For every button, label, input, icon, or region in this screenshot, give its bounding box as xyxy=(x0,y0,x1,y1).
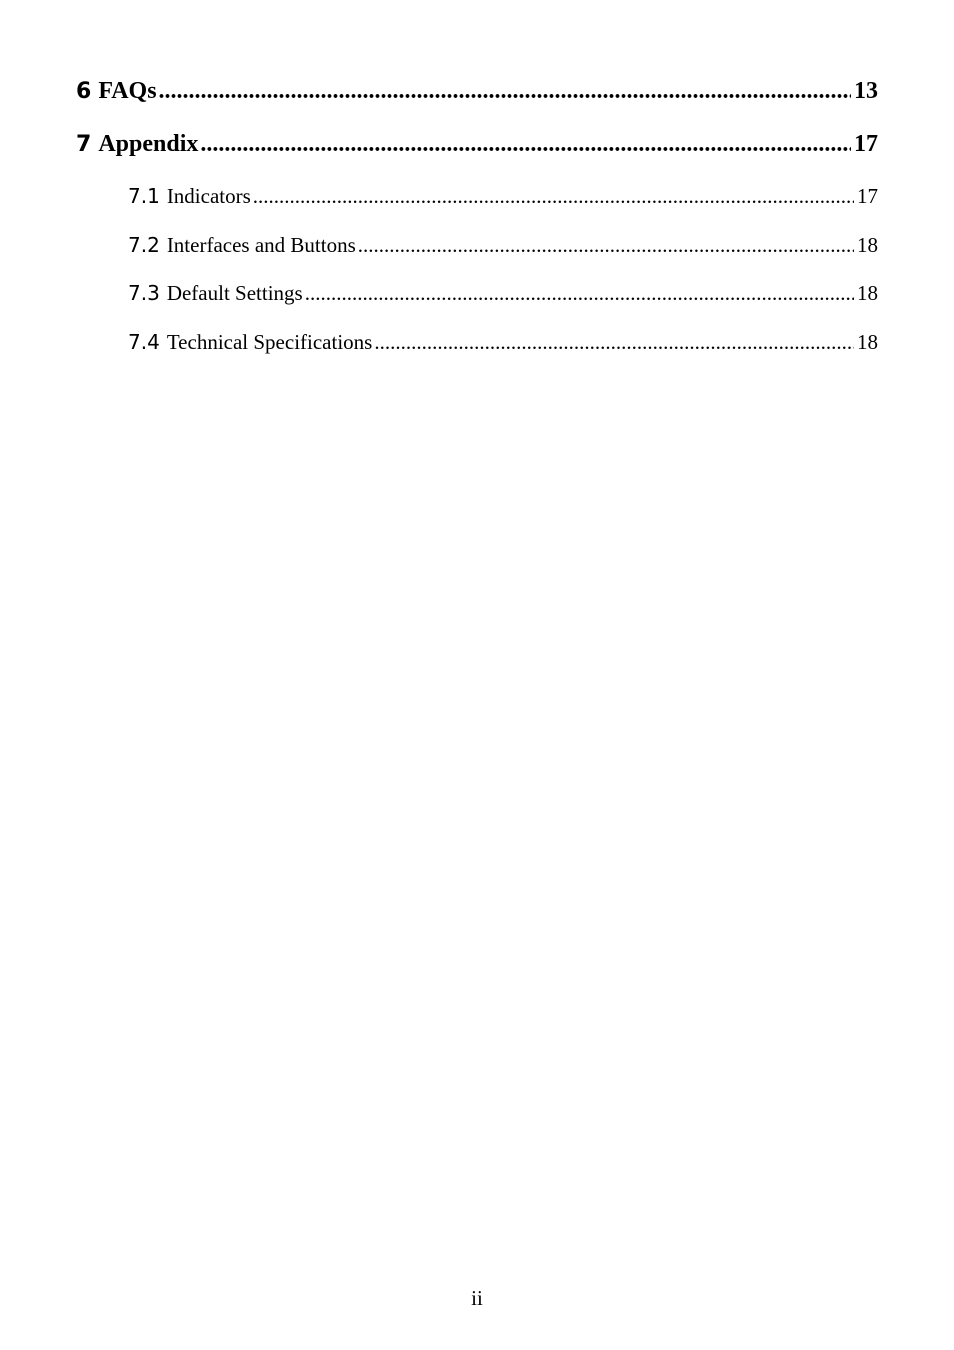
toc-entry-technical-specifications[interactable] xyxy=(128,330,878,379)
page-number: 17 xyxy=(857,184,878,208)
dot-leader xyxy=(159,78,851,105)
dot-leader xyxy=(305,281,854,306)
chapter-title: FAQs xyxy=(98,78,157,104)
dot-leader xyxy=(358,233,854,258)
dot-leader xyxy=(374,330,854,355)
section-title: Default Settings xyxy=(166,281,303,305)
chapter-title: Appendix xyxy=(98,131,199,157)
footer-page-number: ii xyxy=(471,1286,483,1310)
section-number: 7.4 xyxy=(128,329,160,354)
page-number: 17 xyxy=(854,131,878,157)
section-number: 7.3 xyxy=(128,281,160,305)
toc-entry-interfaces-and-buttons[interactable] xyxy=(128,233,878,282)
page-number: 13 xyxy=(854,78,878,104)
section-title: Technical Specifications xyxy=(166,329,373,354)
section-title: Interfaces and Buttons xyxy=(166,232,356,257)
page-number: 18 xyxy=(857,281,878,305)
table-of-contents xyxy=(76,78,878,378)
section-title: Indicators xyxy=(166,184,251,208)
section-number: 7.2 xyxy=(128,232,160,257)
toc-entry-faqs[interactable] xyxy=(76,78,878,131)
page-number: 18 xyxy=(857,232,878,257)
toc-entry-indicators[interactable] xyxy=(128,184,878,233)
page-number: 18 xyxy=(857,329,878,354)
dot-leader xyxy=(200,131,851,158)
dot-leader xyxy=(253,184,854,209)
section-number: 7.1 xyxy=(128,184,160,208)
chapter-number: 7 xyxy=(76,132,92,157)
chapter-number: 6 xyxy=(76,79,92,104)
toc-entry-default-settings[interactable] xyxy=(128,281,878,330)
toc-entry-appendix[interactable] xyxy=(76,131,878,184)
